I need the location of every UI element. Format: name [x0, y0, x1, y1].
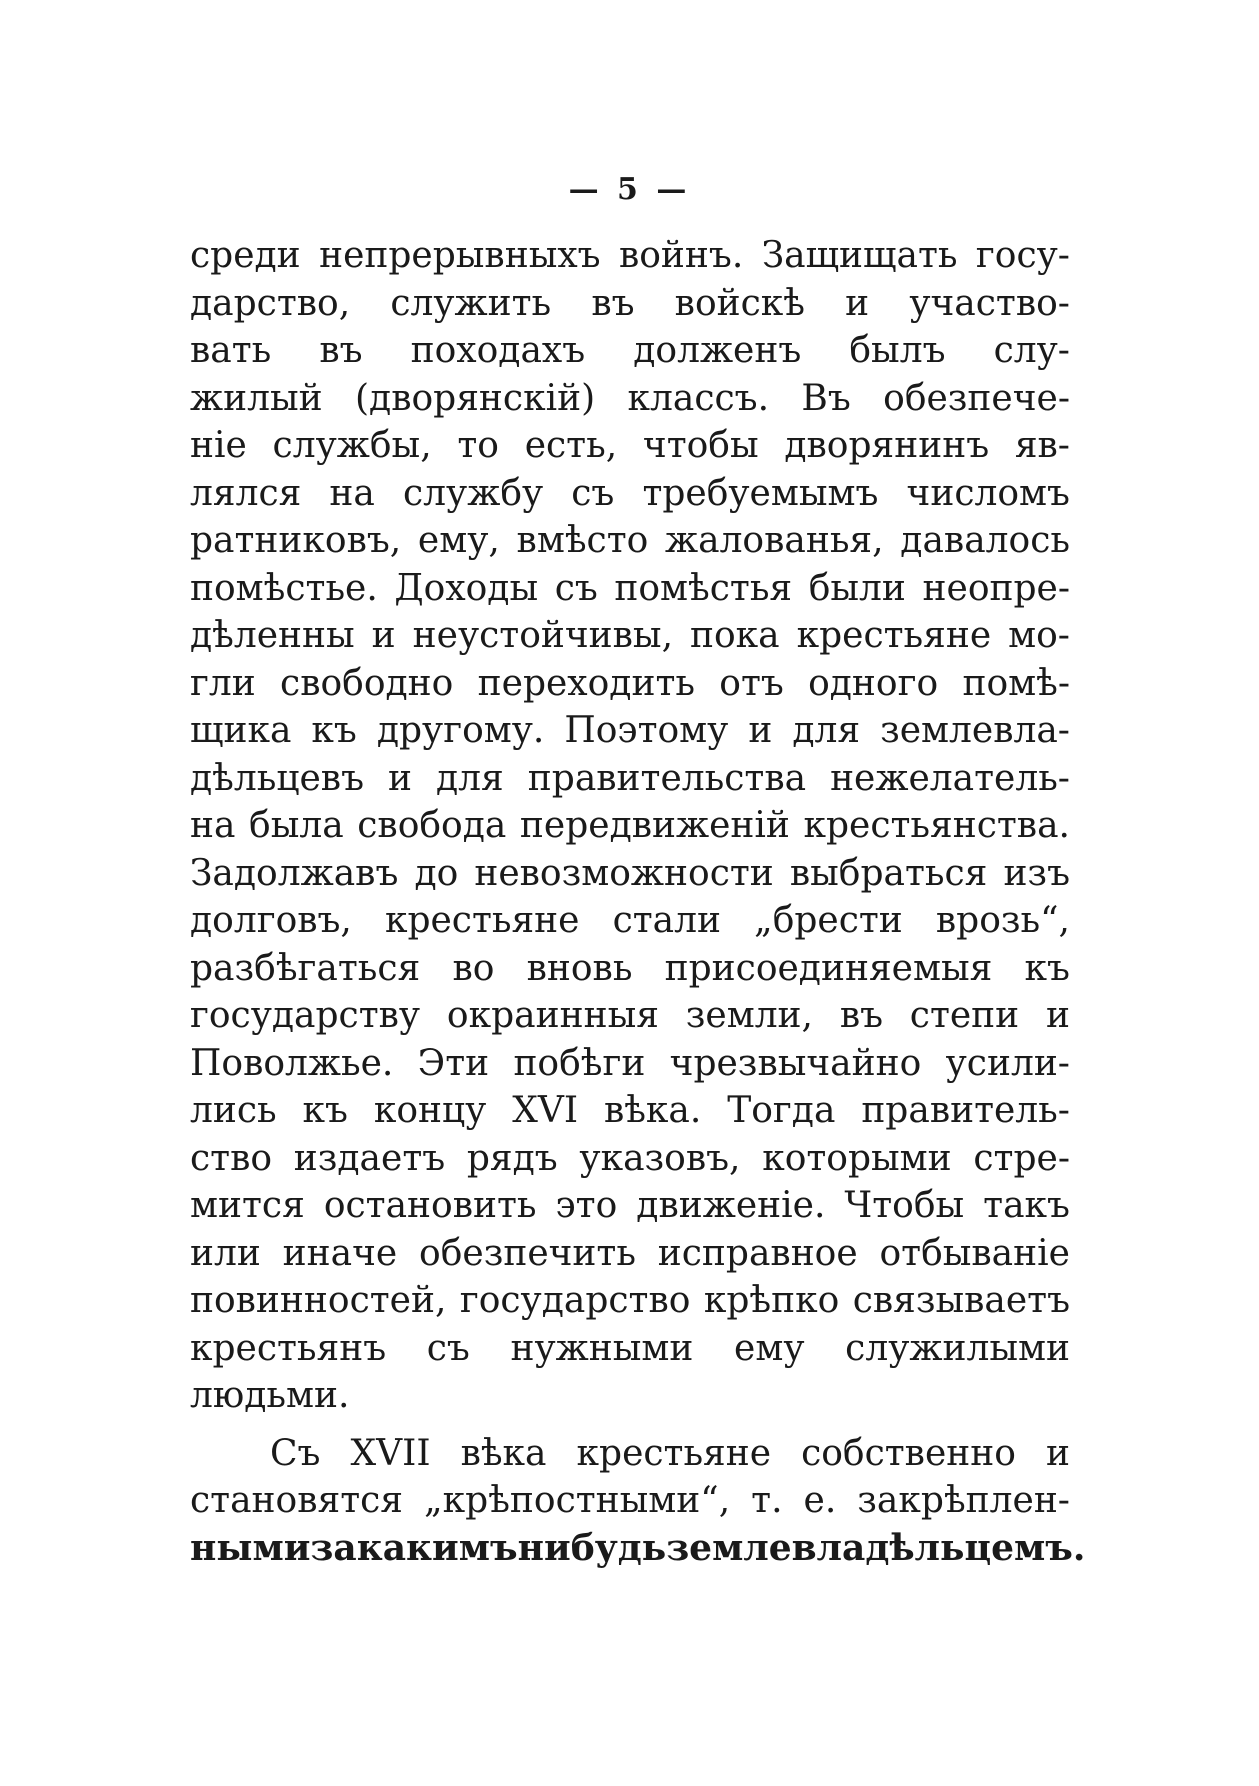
text-line: Поволжье. Эти побѣги чрезвычайно усили- — [190, 1042, 1070, 1084]
text-line: жилый (дворянскій) классъ. Въ обезпече- — [190, 377, 1070, 419]
text-line: повинностей, государство крѣпко связываетъ — [190, 1280, 1070, 1321]
text-line: крестьянъ съ нужными ему служилыми — [190, 1327, 1070, 1369]
page-number: — 5 — — [568, 172, 691, 207]
text-line: ратниковъ, ему, вмѣсто жалованья, давалось — [190, 520, 1070, 561]
text-line: мится остановить это движеніе. Чтобы такъ — [190, 1185, 1070, 1226]
text-line: Съ XVII вѣка крестьяне собственно и — [270, 1432, 1070, 1474]
text-line: вать въ походахъ долженъ былъ слу- — [190, 330, 1070, 371]
text-line: Задолжавъ до невозможности выбраться изъ — [190, 852, 1070, 894]
text-line: среди непрерывныхъ войнъ. Защищать госу- — [190, 235, 1070, 276]
text-line: разбѣгаться во вновь присоединяемыя къ — [190, 947, 1070, 989]
text-line: дѣленны и неустойчивы, пока крестьяне мо- — [190, 615, 1070, 656]
text-line: ство издаетъ рядъ указовъ, которыми стре- — [190, 1137, 1070, 1179]
text-line: ніе службы, то есть, чтобы дворянинъ яв- — [190, 425, 1070, 466]
text-line: людьми. — [190, 1375, 350, 1416]
text-line: долговъ, крестьяне стали „брести врозь“, — [190, 900, 1070, 941]
text-line: лись къ концу XVI вѣка. Тогда правитель- — [190, 1090, 1070, 1131]
text-line: гли свободно переходить отъ одного помѣ- — [190, 662, 1070, 704]
text-line: дѣльцевъ и для правительства нежелатель- — [190, 757, 1070, 799]
text-line: лялся на службу съ требуемымъ числомъ — [190, 472, 1070, 514]
text-line: ными за какимъ нибудь землевладѣльцемъ. — [190, 1526, 1086, 1569]
text-line: становятся „крѣпостными“, т. е. закрѣплен- — [190, 1480, 1070, 1521]
text-line: помѣстье. Доходы съ помѣстья были неопре- — [190, 567, 1070, 609]
paragraph-2 — [190, 1430, 1086, 1573]
text-line: дарство, служить въ войскѣ и участво- — [190, 282, 1070, 324]
paragraph-1 — [190, 232, 1070, 1420]
text-line: щика къ другому. Поэтому и для землевла- — [190, 710, 1070, 751]
text-line: на была свобода передвиженій крестьянства. — [190, 805, 1070, 846]
body-text — [190, 232, 1086, 1572]
text-line: государству окраинныя земли, въ степи и — [190, 995, 1070, 1036]
text-line: или иначе обезпечить исправное отбываніе — [190, 1232, 1070, 1274]
